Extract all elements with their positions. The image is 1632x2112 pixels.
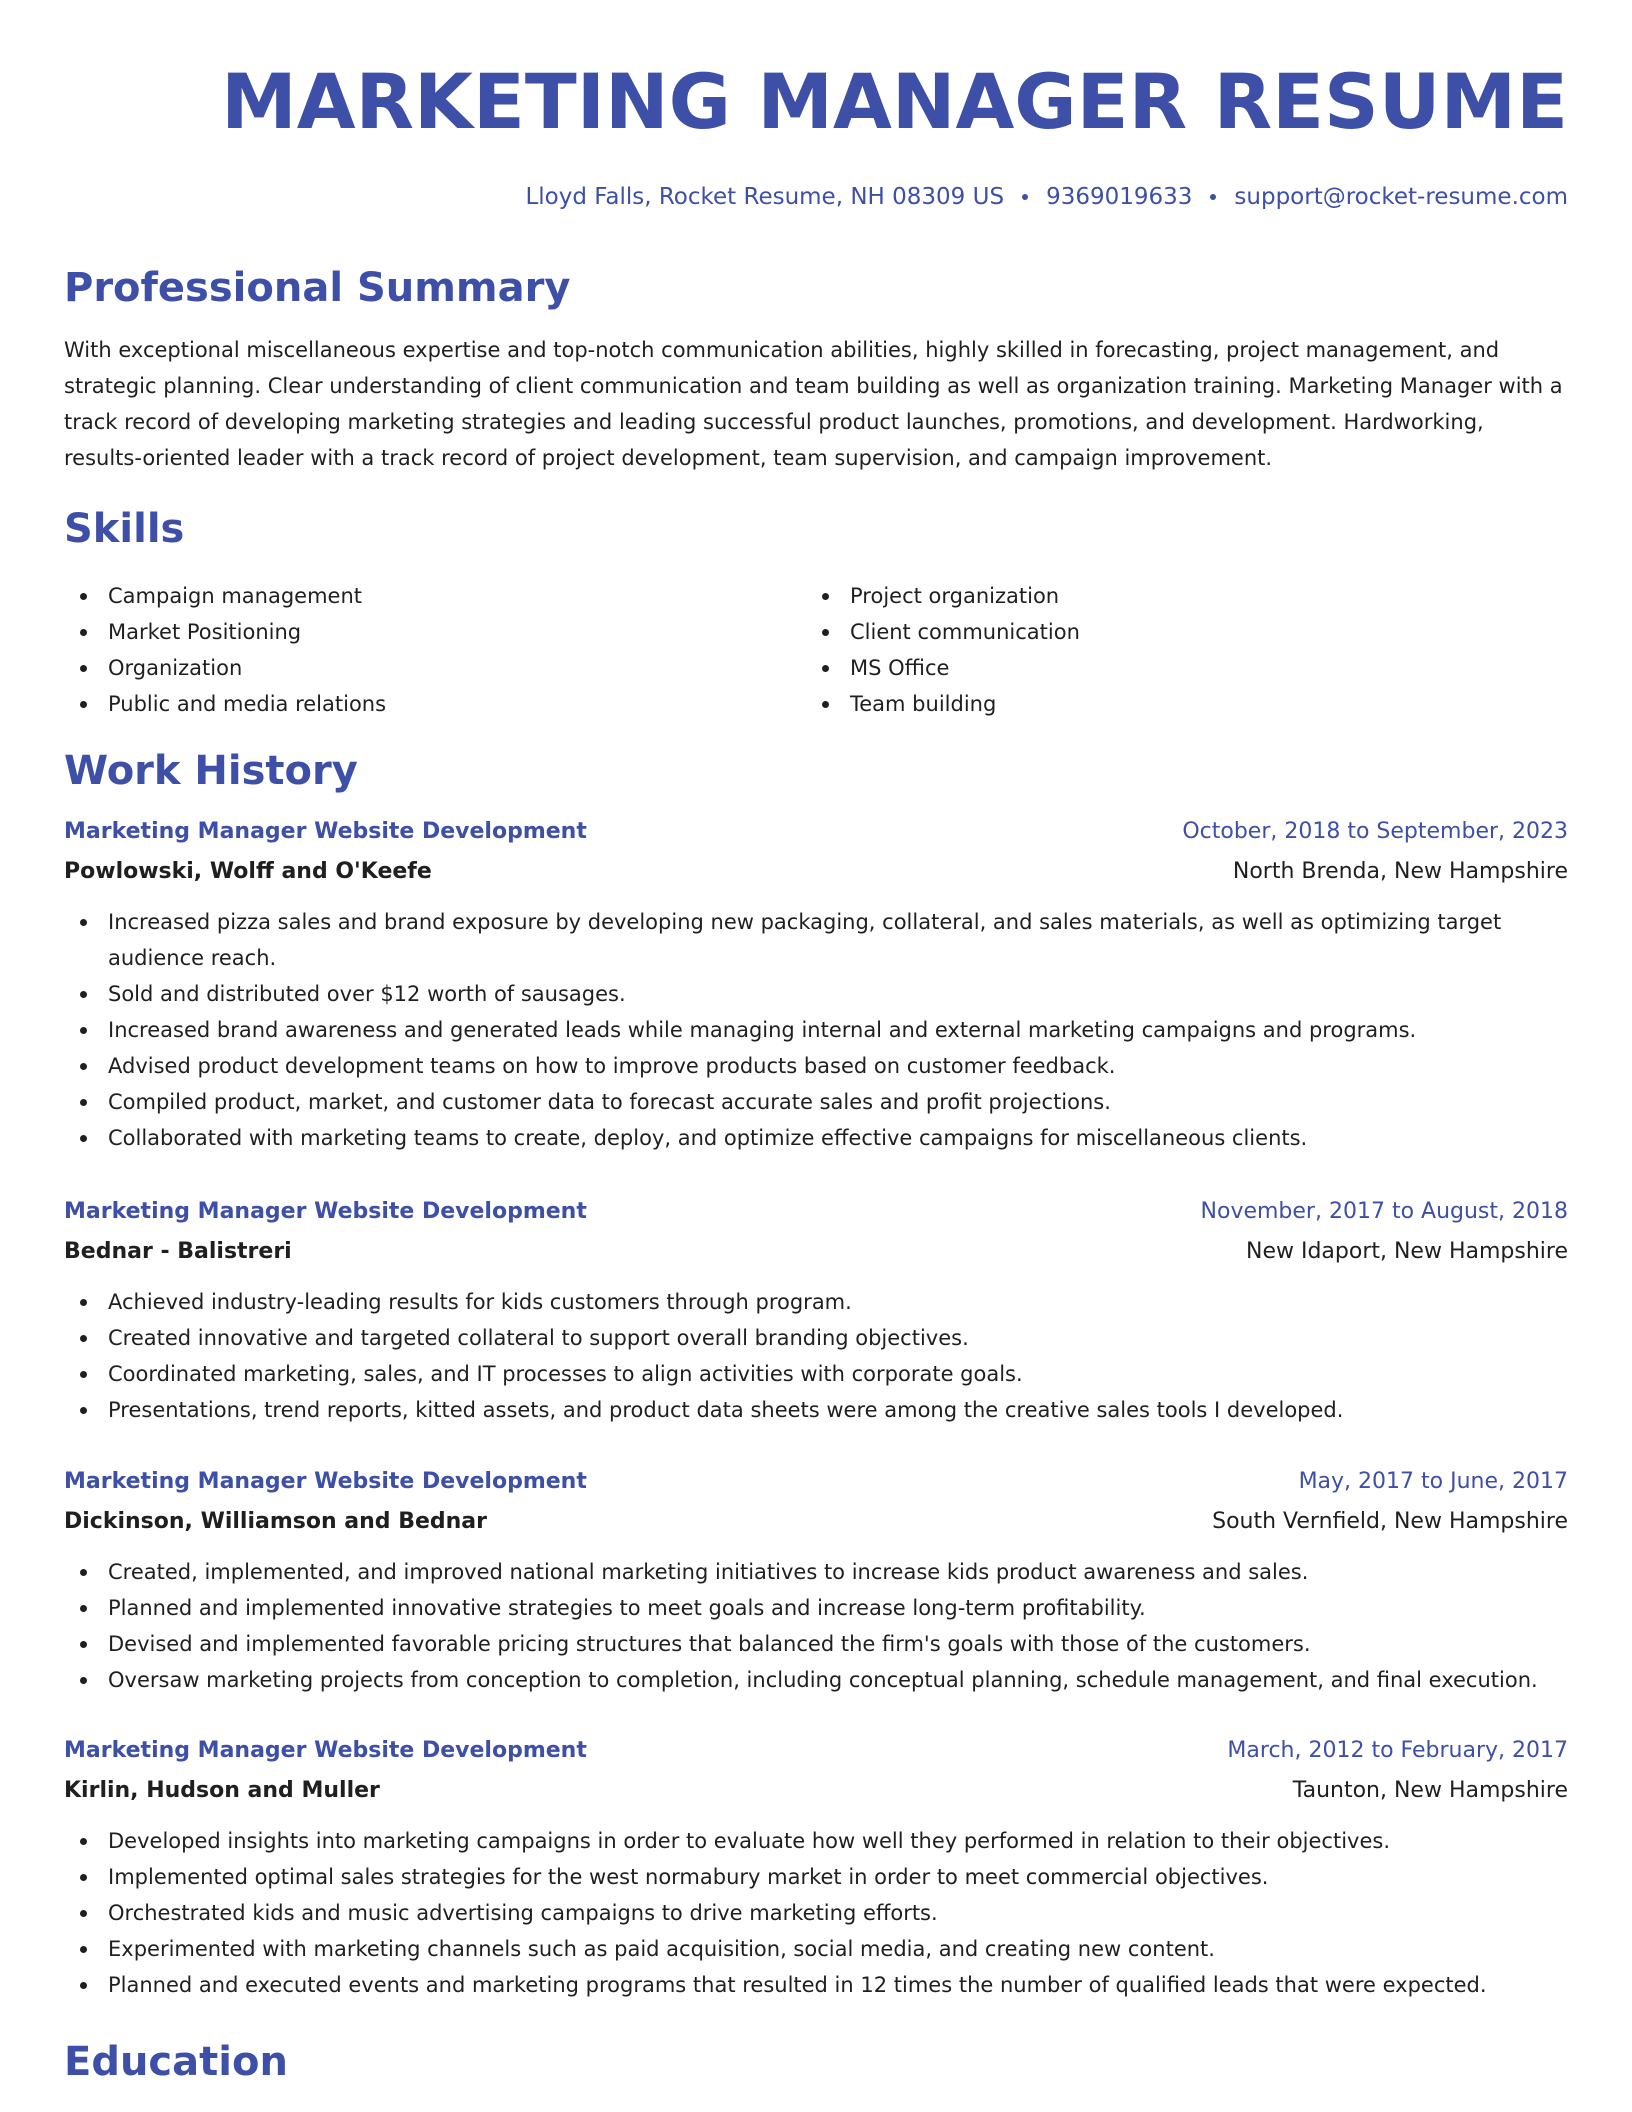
job-bullets xyxy=(64,1284,1568,1428)
job-bullet: Created, implemented, and improved national marketing initiatives to increase kids product awareness and sales. xyxy=(64,1554,1568,1590)
job-bullets xyxy=(64,1823,1568,2003)
job-bullet: Sold and distributed over $12 worth of sausages. xyxy=(64,976,1568,1012)
summary-text: With exceptional miscellaneous expertise and top-notch communication abilities, highly skilled in forecasting, project management, and strategic planning. Clear understanding of client communication and team building as well as organization training. Marketing Manager with a track record of developing marketing strategies and leading successful product launches, promotions, and development. Hardworking, results-oriented leader with a track record of project development, team supervision, and campaign improvement. xyxy=(64,338,1563,470)
job-bullet: Achieved industry-leading results for kids customers through program. xyxy=(64,1284,1568,1320)
skill-item: Public and media relations xyxy=(64,686,806,722)
contact-line xyxy=(525,180,1568,214)
job-bullet: Advised product development teams on how to improve products based on customer feedback. xyxy=(64,1048,1568,1084)
skills-column-left xyxy=(64,578,806,722)
resume-page xyxy=(64,0,1568,2112)
job-company: Powlowski, Wolff and O'Keefe xyxy=(64,859,432,884)
education-heading: Education xyxy=(64,2039,288,2085)
job-company: Dickinson, Williamson and Bednar xyxy=(64,1509,488,1534)
skill-item: MS Office xyxy=(806,650,1548,686)
job-bullet: Collaborated with marketing teams to create, deploy, and optimize effective campaigns for miscellaneous clients. xyxy=(64,1120,1568,1156)
skill-item: Client communication xyxy=(806,614,1548,650)
job-entry xyxy=(64,812,1568,1156)
skill-item: Team building xyxy=(806,686,1548,722)
job-role: Marketing Manager Website Development xyxy=(64,1199,587,1224)
job-dates: March, 2012 to February, 2017 xyxy=(1227,1738,1568,1763)
job-entry xyxy=(64,1192,1568,1428)
job-bullet: Oversaw marketing projects from conception to completion, including conceptual planning, schedule management, and final execution. xyxy=(64,1662,1568,1698)
job-bullet: Devised and implemented favorable pricing structures that balanced the firm's goals with those of the customers. xyxy=(64,1626,1568,1662)
job-role: Marketing Manager Website Development xyxy=(64,819,587,844)
job-entry xyxy=(64,1731,1568,2003)
job-bullet: Developed insights into marketing campaigns in order to evaluate how well they performed in relation to their objectives. xyxy=(64,1823,1568,1859)
job-company: Bednar - Balistreri xyxy=(64,1239,292,1264)
skill-item: Organization xyxy=(64,650,806,686)
job-bullet: Implemented optimal sales strategies for the west normabury market in order to meet commercial objectives. xyxy=(64,1859,1568,1895)
summary-heading: Professional Summary xyxy=(64,265,571,311)
job-bullet: Increased pizza sales and brand exposure by developing new packaging, collateral, and sales materials, as well as optimizing target audience reach. xyxy=(64,904,1568,976)
job-bullet: Planned and executed events and marketing programs that resulted in 12 times the number of qualified leads that were expected. xyxy=(64,1967,1568,2003)
job-location: North Brenda, New Hampshire xyxy=(1232,859,1568,884)
work-history-heading: Work History xyxy=(64,748,358,794)
job-bullet: Compiled product, market, and customer data to forecast accurate sales and profit projections. xyxy=(64,1084,1568,1120)
skill-item: Project organization xyxy=(806,578,1548,614)
contact-phone: 9369019633 xyxy=(1046,184,1193,210)
job-bullet: Planned and implemented innovative strategies to meet goals and increase long-term profitability. xyxy=(64,1590,1568,1626)
job-role: Marketing Manager Website Development xyxy=(64,1469,587,1494)
job-role: Marketing Manager Website Development xyxy=(64,1738,587,1763)
separator-dot xyxy=(1210,194,1216,200)
job-dates: November, 2017 to August, 2018 xyxy=(1200,1199,1568,1224)
job-bullet: Coordinated marketing, sales, and IT processes to align activities with corporate goals. xyxy=(64,1356,1568,1392)
job-dates: October, 2018 to September, 2023 xyxy=(1182,819,1568,844)
job-bullet: Experimented with marketing channels such as paid acquisition, social media, and creating new content. xyxy=(64,1931,1568,1967)
job-location: Taunton, New Hampshire xyxy=(1292,1778,1568,1803)
job-bullet: Created innovative and targeted collateral to support overall branding objectives. xyxy=(64,1320,1568,1356)
job-bullet: Increased brand awareness and generated leads while managing internal and external marketing campaigns and programs. xyxy=(64,1012,1568,1048)
resume-title: MARKETING MANAGER RESUME xyxy=(221,57,1568,146)
job-entry xyxy=(64,1462,1568,1698)
skills-heading: Skills xyxy=(64,506,185,552)
job-bullet: Orchestrated kids and music advertising campaigns to drive marketing efforts. xyxy=(64,1895,1568,1931)
skills-list xyxy=(64,578,1568,722)
job-dates: May, 2017 to June, 2017 xyxy=(1298,1469,1568,1494)
job-bullets xyxy=(64,1554,1568,1698)
contact-address: Lloyd Falls, Rocket Resume, NH 08309 US xyxy=(525,184,1005,210)
skill-item: Campaign management xyxy=(64,578,806,614)
job-location: New Idaport, New Hampshire xyxy=(1245,1239,1568,1264)
job-bullets xyxy=(64,904,1568,1156)
job-location: South Vernfield, New Hampshire xyxy=(1212,1509,1568,1534)
job-bullet: Presentations, trend reports, kitted assets, and product data sheets were among the creative sales tools I developed. xyxy=(64,1392,1568,1428)
job-company: Kirlin, Hudson and Muller xyxy=(64,1778,380,1803)
separator-dot xyxy=(1022,194,1028,200)
skills-column-right xyxy=(806,578,1548,722)
skill-item: Market Positioning xyxy=(64,614,806,650)
contact-email[interactable]: support@rocket-resume.com xyxy=(1234,184,1568,210)
